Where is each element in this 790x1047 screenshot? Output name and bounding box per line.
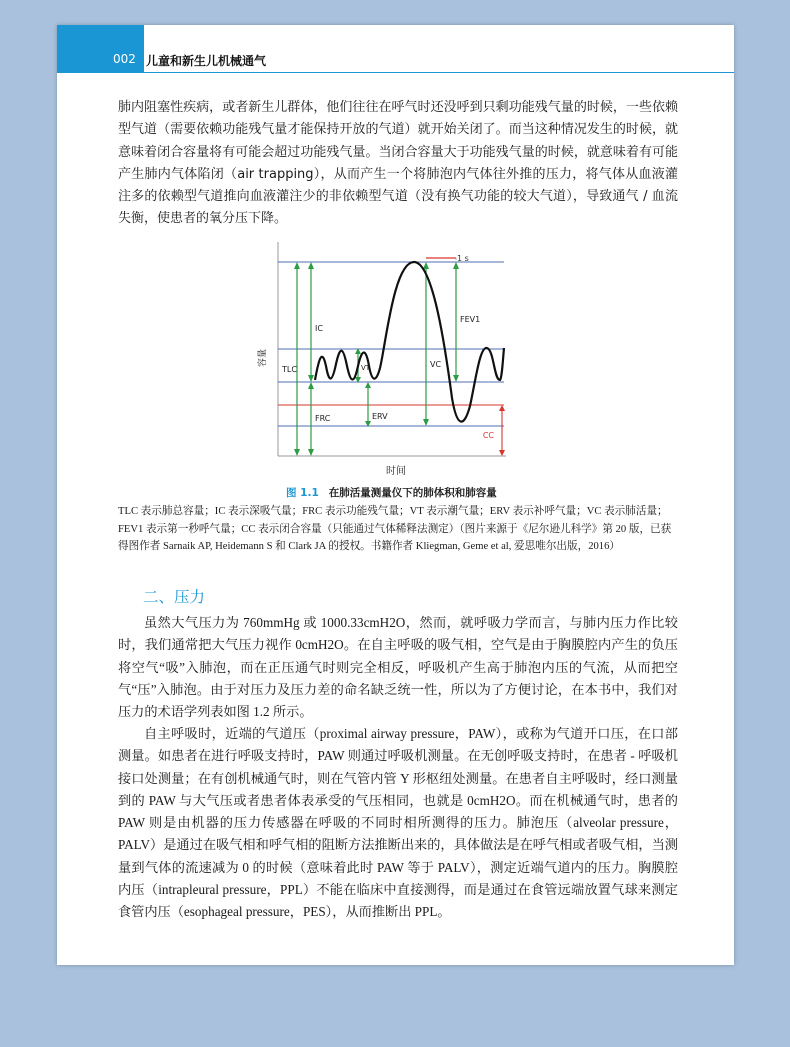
section-paragraph-1: 虽然大气压力为 760mmHg 或 1000.33cmH2O，然而，就呼吸力学而言，与肺内压力作比较时，我们通常把大气压力视作 0cmH2O。在自主呼吸的吸气相，空气是由于胸膜腔内产生的负压将空气“吸”入肺泡，而在正压通气时则完全相反，呼吸机产生高于肺泡内压的气流，从而把空气“压”入肺泡。由于对压力及压力差的命名缺乏统一性，所以为了方便讨论，在本书中，我们对压力的术语学列表如图 1.2 所示。 <box>118 615 678 720</box>
fev1-arrow-head-bottom <box>453 375 459 382</box>
y-axis-label: 容量 <box>258 348 268 368</box>
vc-label: VC <box>430 360 442 369</box>
figure-lung-volumes <box>256 238 506 503</box>
tlc-arrow-head-top <box>294 262 300 269</box>
cc-arrow-head-top <box>499 405 505 411</box>
vc-arrow-head-bottom <box>423 419 429 426</box>
one-second-label: 1 s <box>457 254 469 263</box>
erv-label: ERV <box>372 412 388 421</box>
tlc-label: TLC <box>282 365 297 374</box>
figure-number: 图 1.1 <box>286 487 319 499</box>
page-number: 002 <box>113 52 136 66</box>
running-header-title: 儿童和新生儿机械通气 <box>146 54 267 68</box>
fev1-arrow-head-top <box>453 262 459 269</box>
tlc-arrow-head-bottom <box>294 449 300 456</box>
book-page <box>57 25 734 965</box>
ic-label: IC <box>315 324 323 333</box>
intro-paragraph: 肺内阻塞性疾病，或者新生儿群体，他们往往在呼气时还没呼到只剩功能残气量的时候，一些依赖型气道（需要依赖功能残气量才能保持开放的气道）就开始关闭了。而当这种情况发生的时候，就意味着闭合容量将有可能会超过功能残气量。当闭合容量大于功能残气量的时候，就意味着有可能产生肺内气体陷闭（air trapping），从而产生一个将肺泡内气体往外推的压力，将气体从血液灌注多的依赖型气道推向血液灌注少的非依赖型气道（没有换气功能的较大气道），导致通气 / 血流失衡，使患者的氧分压下降。 <box>118 100 678 227</box>
cc-label: CC <box>482 431 494 440</box>
spirometry-chart <box>256 238 506 503</box>
frc-arrow-head-top <box>308 382 314 389</box>
section-paragraph-2: 自主呼吸时，近端的气道压（proximal airway pressure，PAW），或称为气道开口压，在口部测量。如患者在进行呼吸支持时，PAW 则通过呼吸机测量。在无创呼吸支持时，在患者 - 呼吸机接口处测量；在有创机械通气时，则在气管内管 Y 形枢纽处测量。在患者自主呼吸时，经口测量到的 PAW 与大气压或者患者体表承受的气压相同，也就是 0cmH2O。而在机械通气时，患者的 PAW 则是由机器的压力传感器在呼吸的不同时相所测得的压力。肺泡压（alveolar pressure，PALV）是通过在吸气相和呼气相的阻断方法推断出来的，具体做法是在呼气相或者吸气相，当测量到气体的流速减为 0 的时候（意味着此时 PAW 等于 PALV），测定近端气道内的压力。胸膜腔内压（intrapleural pressure，PPL）不能在临床中直接测得，而是通过在食管远端放置气球来测定食管内压（esophageal pressure，PES），从而推断出 PPL。 <box>118 726 678 920</box>
frc-label: FRC <box>315 414 331 423</box>
cc-arrow-head-bottom <box>499 450 505 456</box>
x-axis-label: 时间 <box>386 466 406 477</box>
figure-caption <box>286 485 497 500</box>
ic-arrow-head-bottom <box>308 375 314 382</box>
frc-arrow-head-bottom <box>308 449 314 456</box>
fev1-label: FEV1 <box>460 315 481 324</box>
ic-arrow-head-top <box>308 262 314 269</box>
vc-arrow-head-top <box>423 262 429 269</box>
section-heading: 二、压力 <box>143 588 206 606</box>
erv-arrow-head-top <box>365 382 371 388</box>
vt-label: VT <box>361 364 371 372</box>
header-rule <box>144 72 734 73</box>
figure-note: TLC 表示肺总容量；IC 表示深吸气量；FRC 表示功能残气量；VT 表示潮气量；ERV 表示补呼气量；VC 表示肺活量；FEV1 表示第一秒呼气量；CC 表示闭合容量（只能通过气体稀释法测定）（图片来源于《尼尔逊儿科学》第 20 版，已获得图作者 Sarnaik AP, Heidemann S 和 Clark JA 的授权。书籍作者 Kliegman, Geme et al, 爱思唯尔出版，2016） <box>118 506 672 553</box>
volume-curve <box>315 262 504 422</box>
figure-title: 在肺活量测量仪下的肺体积和肺容量 <box>328 487 497 499</box>
